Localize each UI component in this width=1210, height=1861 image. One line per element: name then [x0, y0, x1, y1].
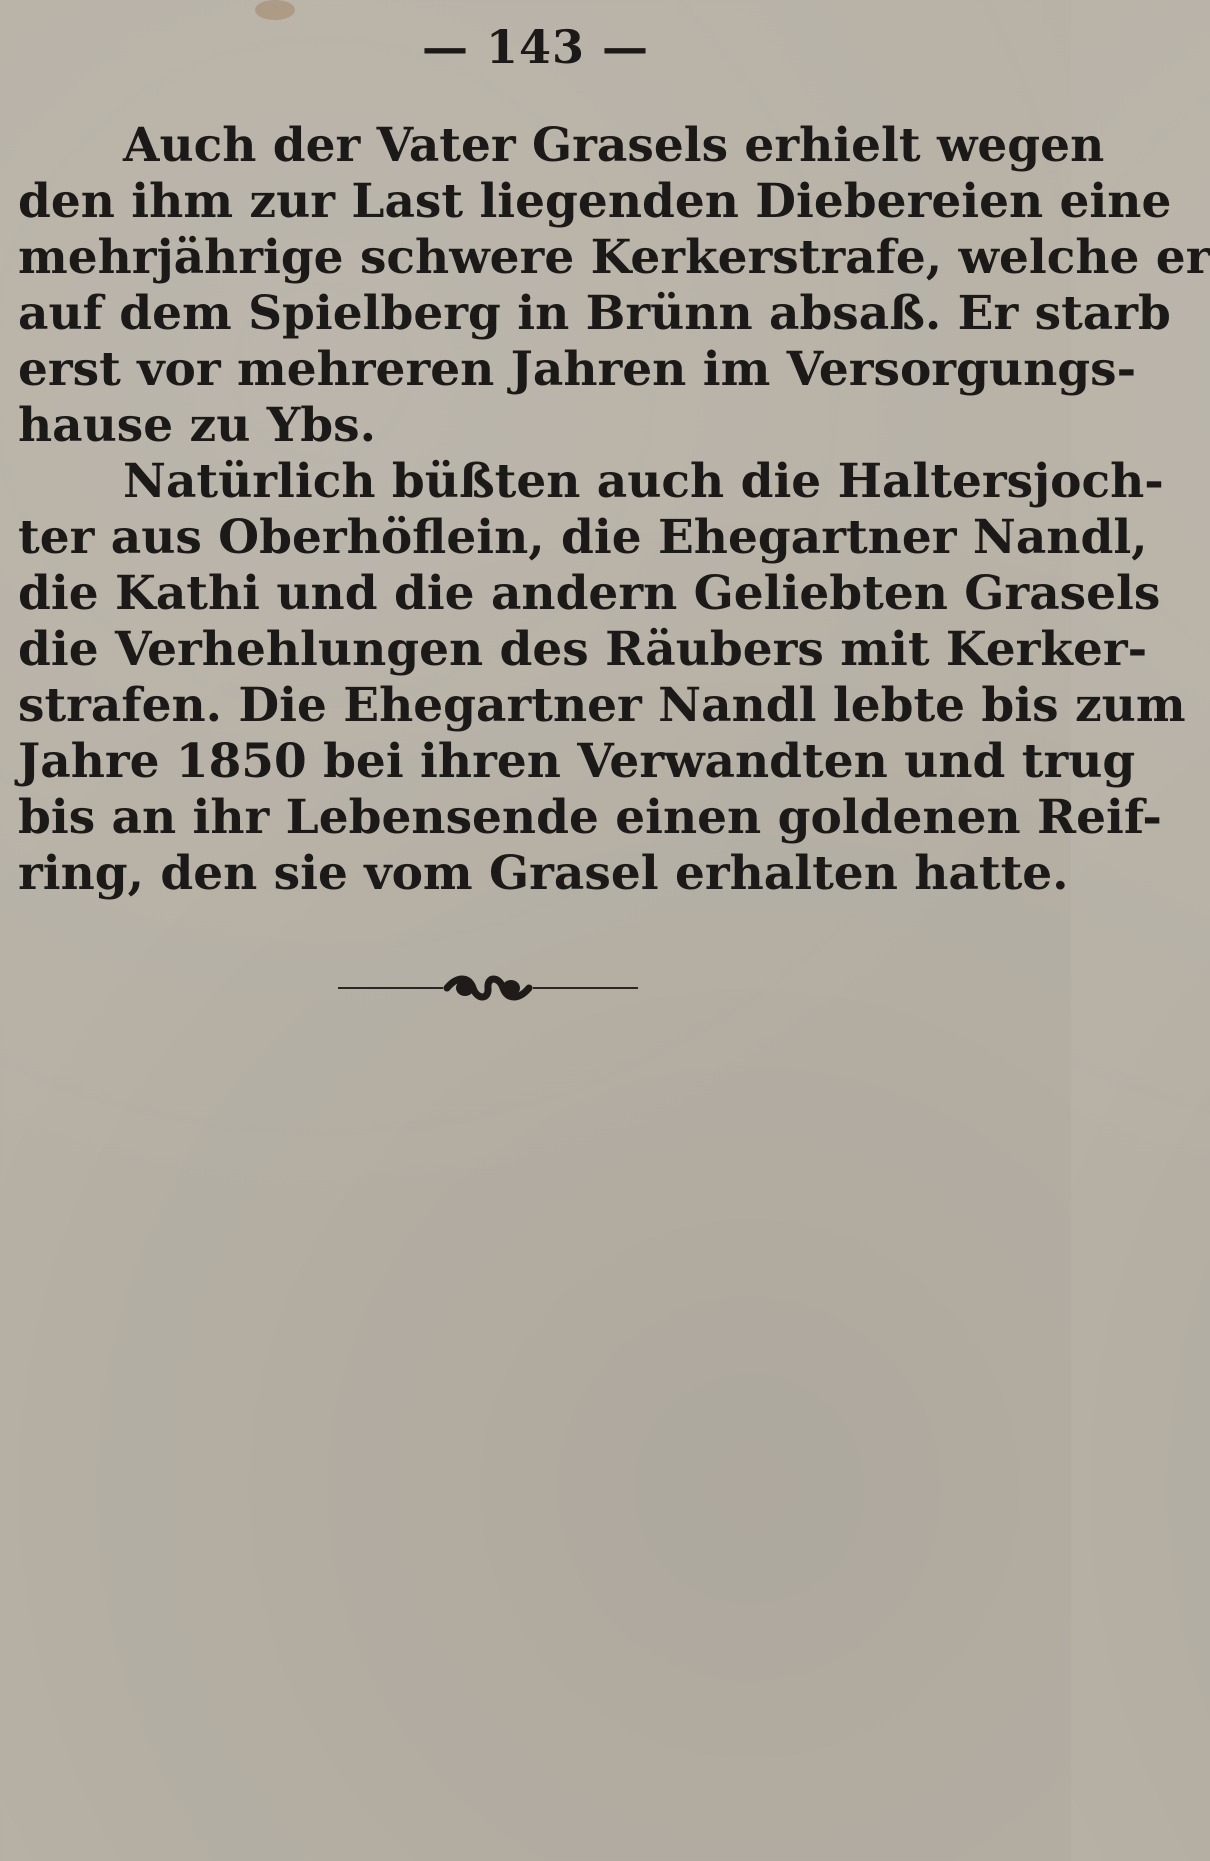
text-line: Natürlich büßten auch die Haltersjoch-: [123, 454, 1164, 509]
text-line: Auch der Vater Grasels erhielt wegen: [123, 118, 1105, 173]
text-line: hause zu Ybs.: [18, 398, 376, 453]
page-number: — 143 —: [421, 20, 650, 74]
ornament-divider: [338, 972, 638, 1004]
text-line: die Verhehlungen des Räubers mit Kerker-: [18, 622, 1148, 677]
text-line: den ihm zur Last liegenden Diebereien eine: [18, 174, 1172, 229]
text-line: die Kathi und die andern Geliebten Grasels: [18, 566, 1161, 621]
paper-stain: [255, 0, 295, 20]
ornament-flourish-icon: [443, 974, 533, 1002]
text-line: mehrjährige schwere Kerkerstrafe, welche er: [18, 230, 1210, 285]
text-line: Jahre 1850 bei ihren Verwandten und trug: [18, 734, 1136, 789]
text-line: ter aus Oberhöflein, die Ehegartner Nandl,: [18, 510, 1148, 565]
divider-rule-right: [533, 987, 638, 989]
text-line: bis an ihr Lebensende einen goldenen Reif-: [18, 790, 1162, 845]
text-line: strafen. Die Ehegartner Nandl lebte bis zum: [18, 678, 1186, 733]
text-line: ring, den sie vom Grasel erhalten hatte.: [18, 846, 1069, 901]
text-line: auf dem Spielberg in Brünn absaß. Er starb: [18, 286, 1171, 341]
page-body-text: [18, 118, 1210, 902]
divider-rule-left: [338, 987, 443, 989]
text-line: erst vor mehreren Jahren im Versorgungs-: [18, 342, 1137, 397]
